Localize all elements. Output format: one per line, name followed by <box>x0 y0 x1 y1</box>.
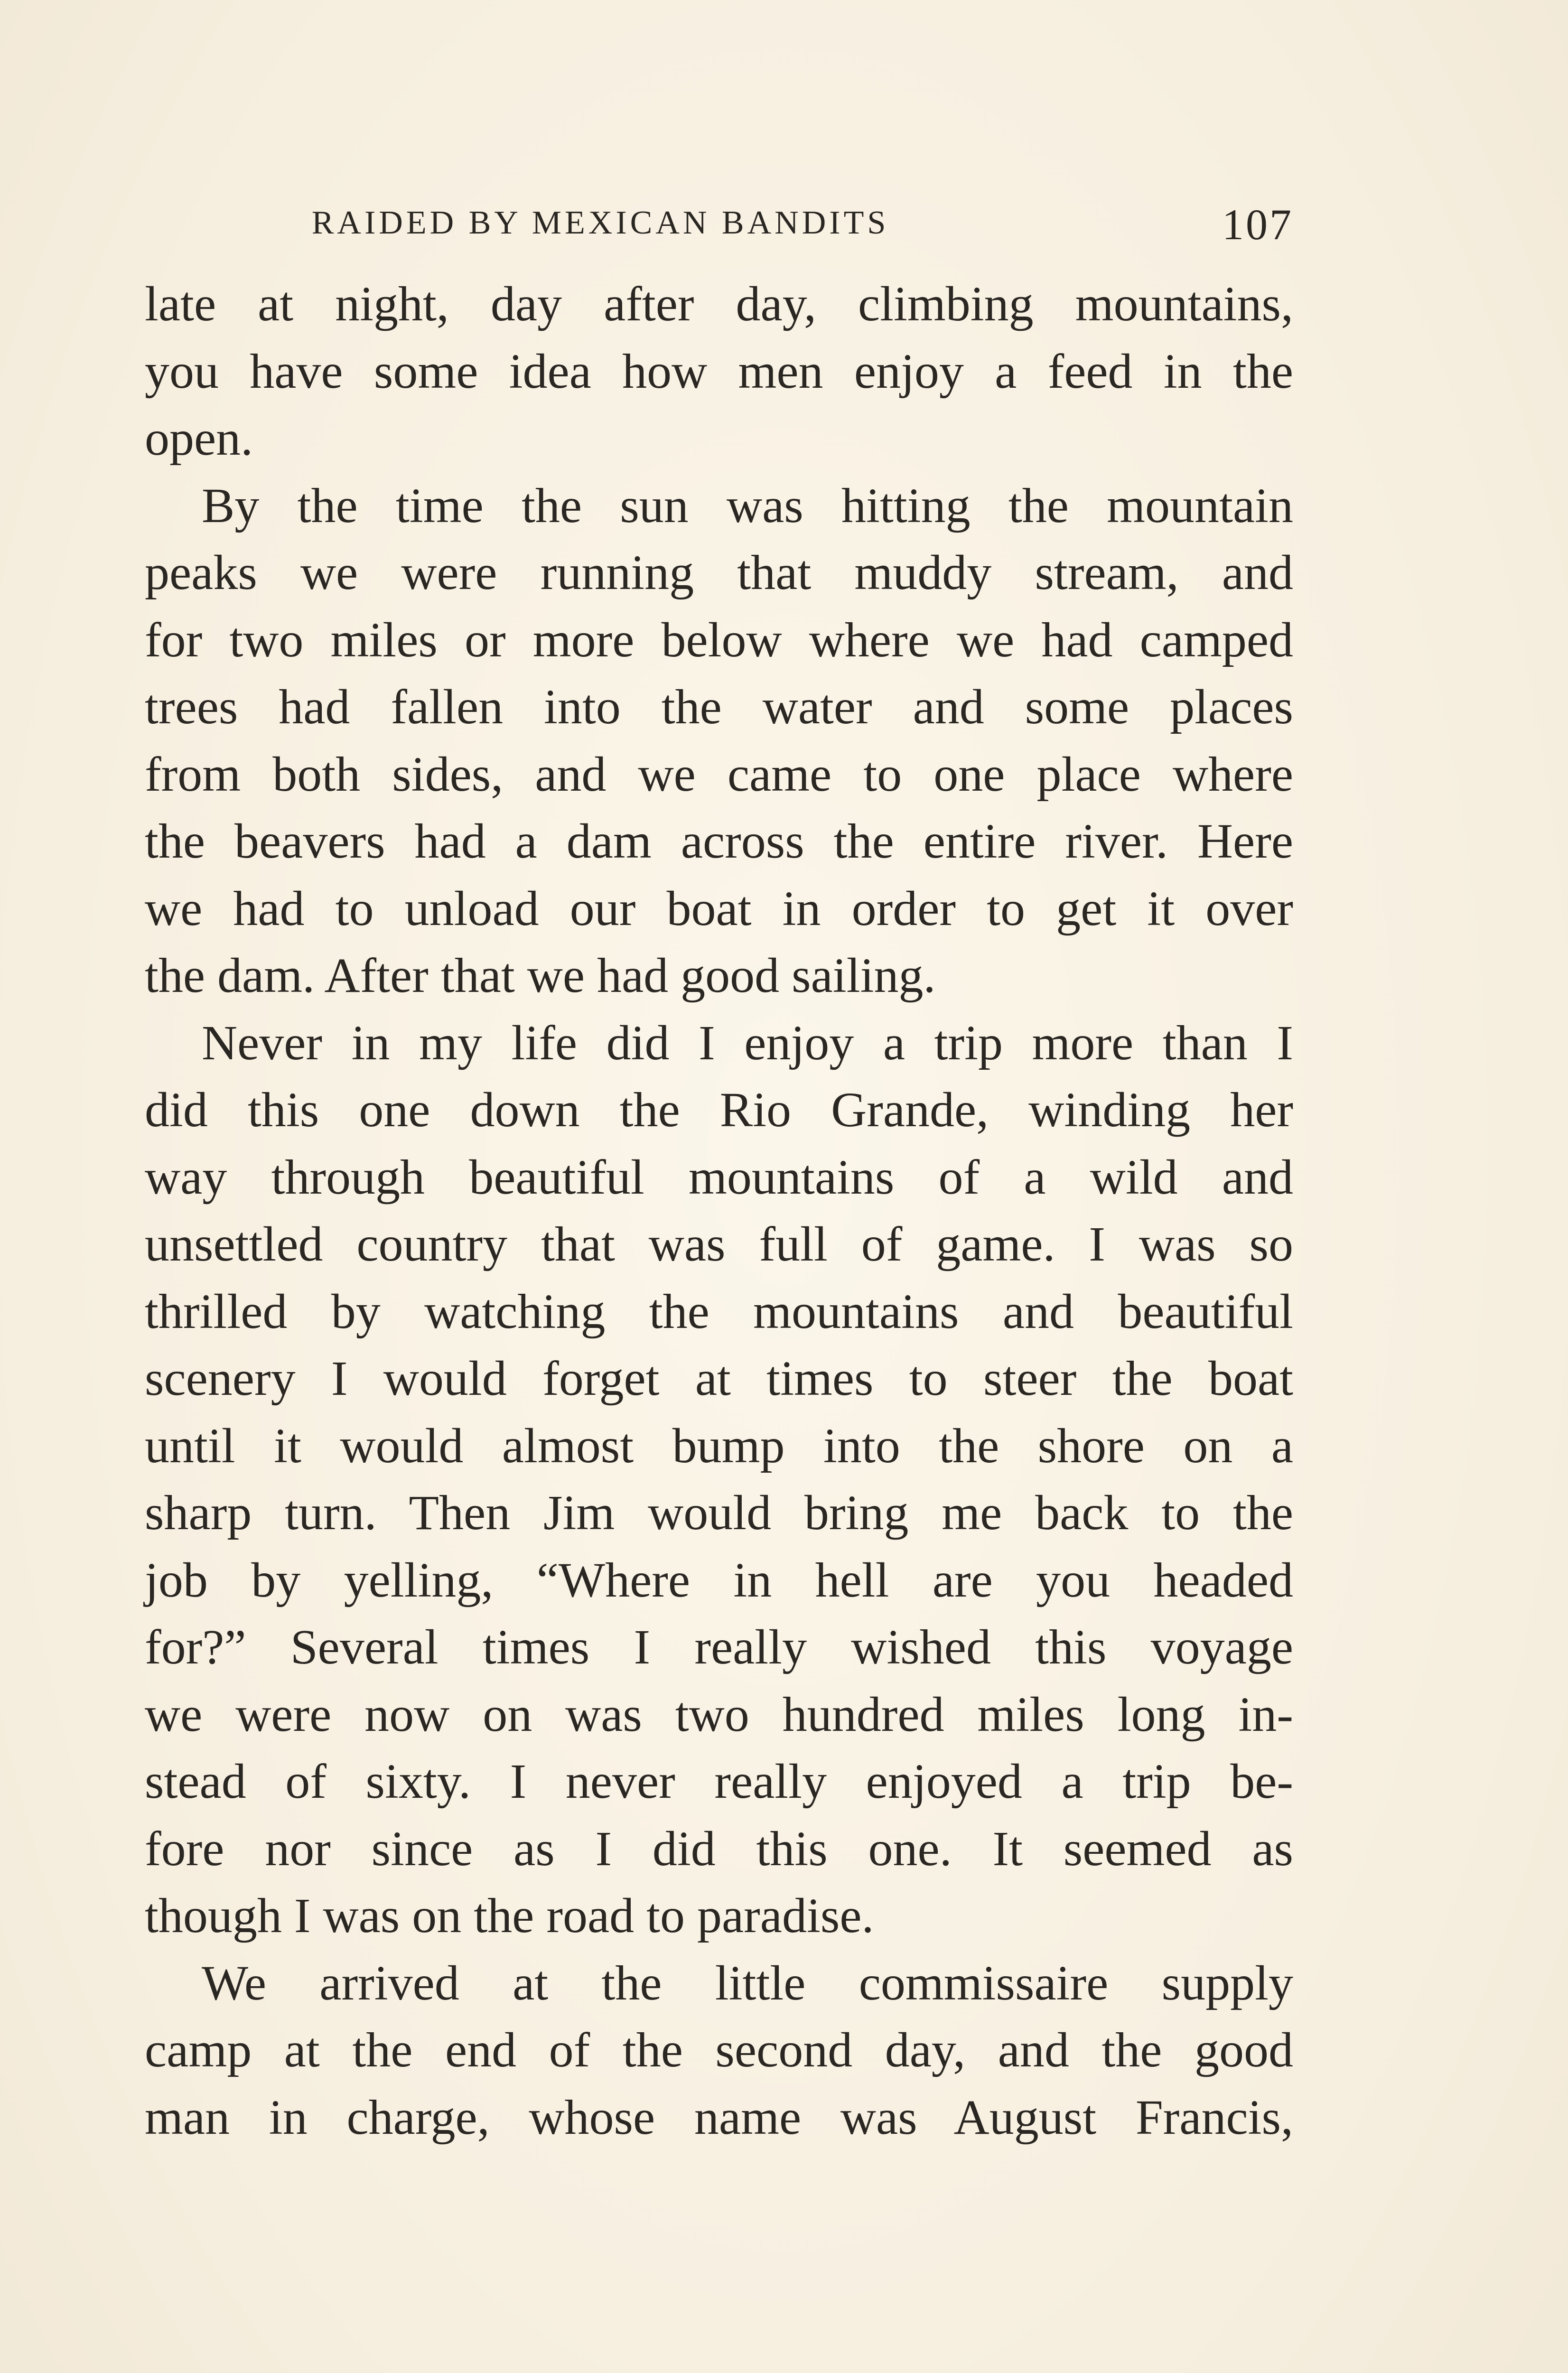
text-line: peaks we were running that muddy stream, and <box>145 545 1293 600</box>
text-line: unsettled country that was full of game. I was so <box>145 1217 1293 1271</box>
text-line: late at night, day after day, climbing mountains, <box>145 277 1293 331</box>
text-line: you have some idea how men enjoy a feed in the <box>145 344 1293 399</box>
text-line: from both sides, and we came to one place where <box>145 747 1293 802</box>
text-line: scenery I would forget at times to steer the boat <box>145 1351 1293 1406</box>
text-line: the dam. After that we had good sailing. <box>145 948 936 1003</box>
text-line: we had to unload our boat in order to get it over <box>145 881 1293 936</box>
text-line: though I was on the road to paradise. <box>145 1888 874 1943</box>
text-line: until it would almost bump into the shore on a <box>145 1418 1293 1473</box>
page-number: 107 <box>1222 200 1293 249</box>
text-line: man in charge, whose name was August Francis, <box>145 2090 1293 2145</box>
text-line: way through beautiful mountains of a wild and <box>145 1149 1293 1205</box>
text-line: did this one down the Rio Grande, winding her <box>145 1083 1293 1137</box>
text-line: camp at the end of the second day, and the good <box>145 2023 1293 2077</box>
text-line: we were now on was two hundred miles long in- <box>145 1687 1293 1742</box>
running-head <box>145 199 1293 252</box>
text-line: trees had fallen into the water and some places <box>145 680 1293 734</box>
text-line: for?” Several times I really wished this voyage <box>145 1620 1293 1674</box>
text-line: the beavers had a dam across the entire river. Here <box>145 814 1293 869</box>
text-line: open. <box>145 411 253 466</box>
text-line: stead of sixty. I never really enjoyed a trip be- <box>145 1754 1293 1809</box>
text-line: sharp turn. Then Jim would bring me back to the <box>145 1485 1293 1540</box>
text-line: for two miles or more below where we had camped <box>145 612 1293 667</box>
text-line: By the time the sun was hitting the mountain <box>202 478 1293 533</box>
body-text <box>145 271 1293 2151</box>
running-title: RAIDED BY MEXICAN BANDITS <box>311 205 889 241</box>
text-line: We arrived at the little commissaire supply <box>202 1955 1293 2010</box>
text-line: fore nor since as I did this one. It seemed as <box>145 1821 1293 1876</box>
text-line: job by yelling, “Where in hell are you headed <box>145 1552 1293 1607</box>
text-line: thrilled by watching the mountains and beautiful <box>145 1284 1293 1339</box>
text-line: Never in my life did I enjoy a trip more than I <box>202 1015 1293 1070</box>
